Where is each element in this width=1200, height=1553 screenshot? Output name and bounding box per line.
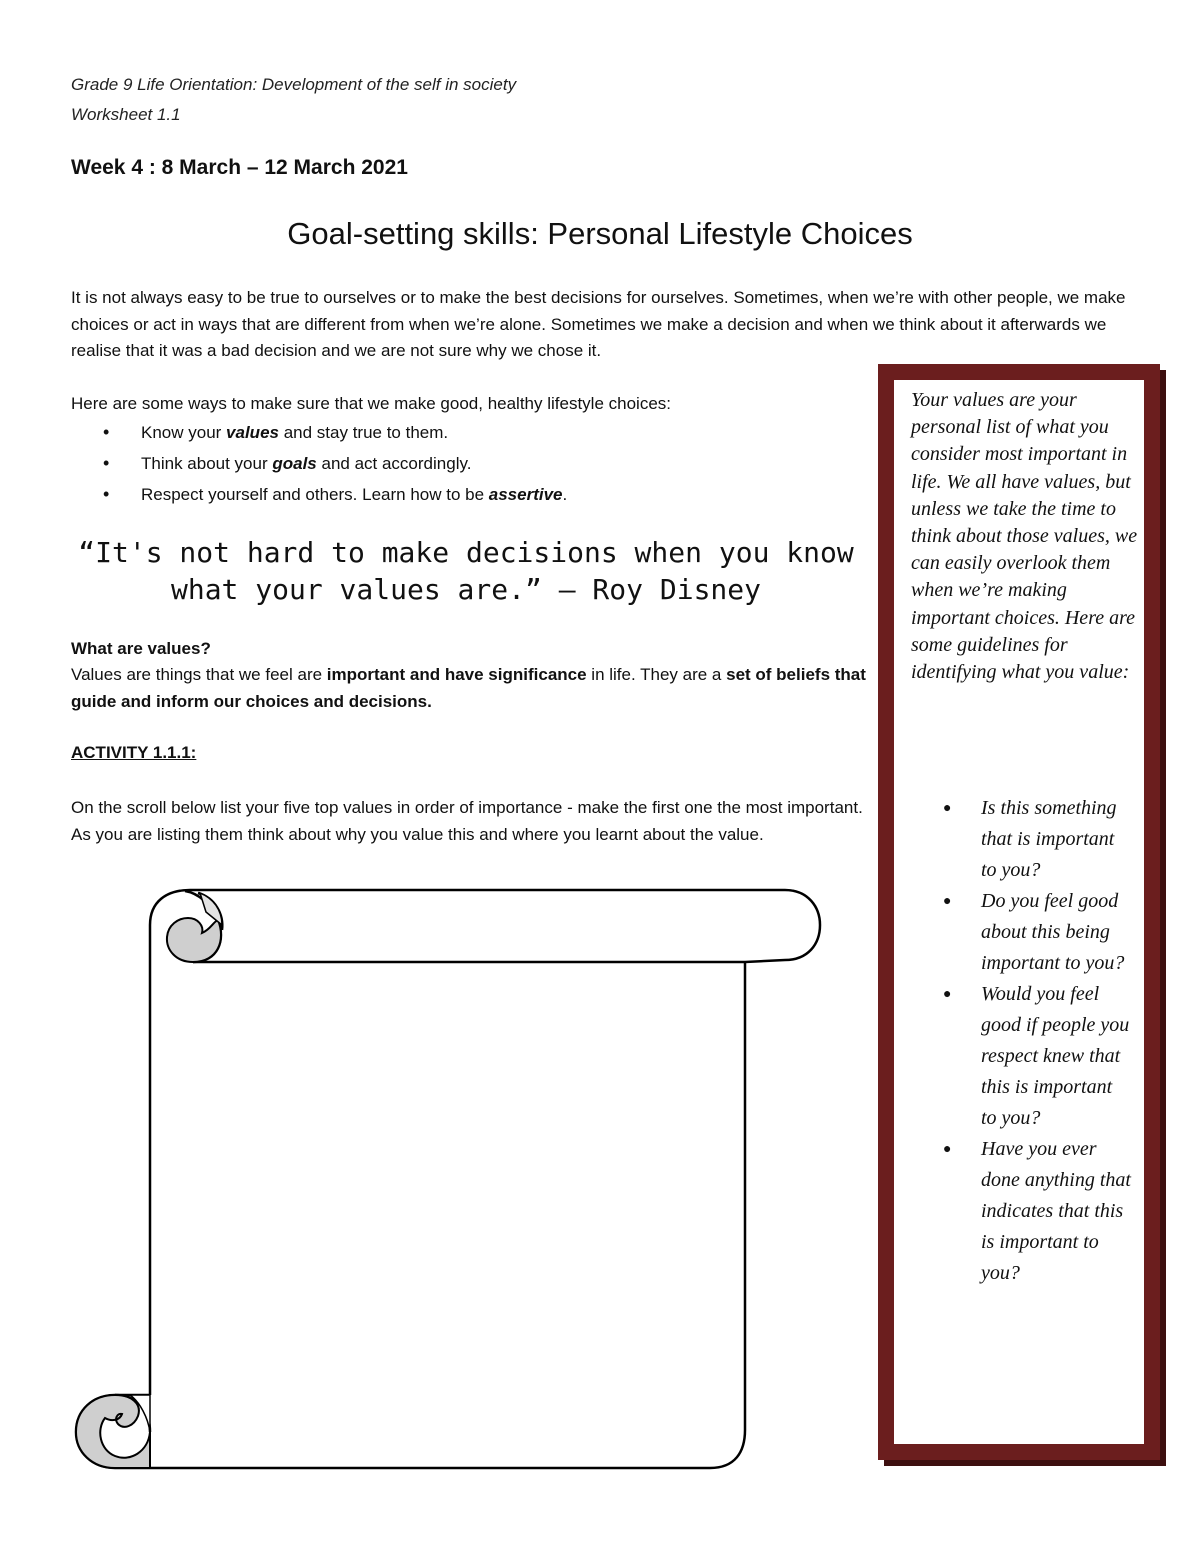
list-item: • Think about your goals and act accordingly. — [103, 448, 567, 479]
list-item: ● Would you feel good if people you respect knew that this is important to you? — [941, 979, 1131, 1134]
quote-line: what your values are.” ― Roy Disney — [170, 573, 761, 606]
quote-line: “It's not hard to make decisions when you know — [78, 536, 854, 569]
list-item: • Respect yourself and others. Learn how to be assertive. — [103, 479, 567, 510]
list-item: ● Have you ever done anything that indicates that this is important to you? — [941, 1134, 1131, 1289]
values-heading: What are values? — [71, 639, 211, 658]
page-title: Goal-setting skills: Personal Lifestyle Choices — [287, 216, 913, 251]
worksheet-subject: Grade 9 Life Orientation: Development of the self in society — [71, 75, 517, 94]
list-item: • Know your values and stay true to them. — [103, 417, 567, 448]
activity-heading: ACTIVITY 1.1.1: — [71, 743, 197, 762]
values-guidelines-intro: Your values are your personal list of what you consider most important in life. We all have values, but unless we take the time to think about those values, we can easily overlook them when we’re making important choices. Here are some guidelines for identifying what you value: — [911, 389, 1138, 684]
list-item: ● Do you feel good about this being important to you? — [941, 886, 1131, 979]
values-questions-list — [941, 793, 1131, 1289]
values-definition: Values are things that we feel are important and have significance in life. They are a set of beliefs that guide and inform our choices and decisions. — [71, 665, 866, 711]
worksheet-number: Worksheet 1.1 — [71, 105, 181, 124]
activity-instructions: On the scroll below list your five top values in order of importance - make the first one the most important. As you are listing them think about why you value this and where you learnt about the value. — [71, 798, 863, 844]
intro-paragraph: It is not always easy to be true to ourselves or to make the best decisions for ourselves. Sometimes, when we’re with other people, we make choices or act in ways that are different from when we’re alone. Sometimes we make a decision and when we think about it afterwards we realise that it was a bad decision and we are not sure why we chose it. — [71, 288, 1126, 360]
list-item: ● Is this something that is important to you? — [941, 793, 1131, 886]
week-heading: Week 4 : 8 March – 12 March 2021 — [71, 156, 408, 179]
ways-intro: Here are some ways to make sure that we make good, healthy lifestyle choices: — [71, 394, 672, 413]
